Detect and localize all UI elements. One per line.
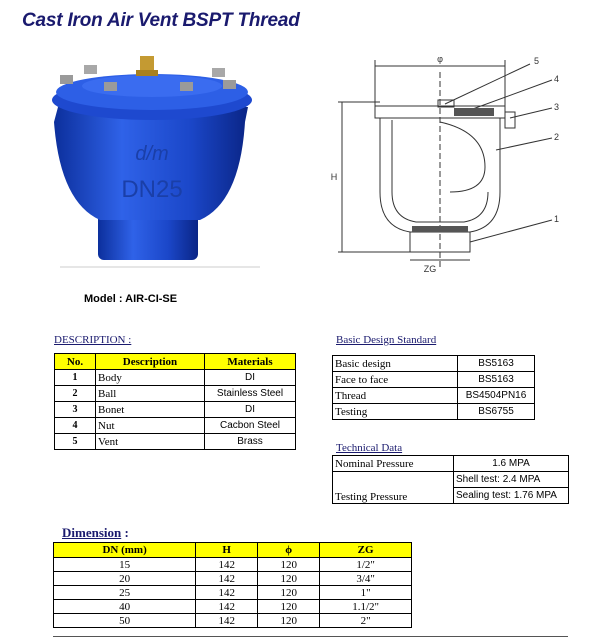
standard-heading: Basic Design Standard bbox=[336, 334, 437, 346]
dim-h-label: H bbox=[330, 172, 338, 182]
table-row bbox=[54, 614, 412, 628]
standard-key: Testing bbox=[333, 404, 458, 420]
dimension-table bbox=[53, 542, 412, 628]
technical-table bbox=[332, 455, 569, 504]
description-table bbox=[54, 353, 296, 450]
nominal-pressure-value: 1.6 MPA bbox=[454, 456, 569, 472]
standard-key: Thread bbox=[333, 388, 458, 404]
part-no: 3 bbox=[55, 402, 96, 418]
dn-value: 15 bbox=[54, 558, 196, 572]
phi-value: 120 bbox=[258, 558, 320, 572]
dimension-heading-suffix: : bbox=[121, 525, 129, 540]
valve-photo bbox=[40, 52, 270, 277]
bottom-divider bbox=[53, 636, 568, 637]
photo-casting-text: DN25 bbox=[121, 176, 183, 203]
phi-value: 120 bbox=[258, 600, 320, 614]
table-row bbox=[55, 418, 296, 434]
callout-1: 1 bbox=[554, 214, 560, 224]
part-name: Vent bbox=[96, 434, 205, 450]
part-name: Ball bbox=[96, 386, 205, 402]
table-header-row bbox=[55, 354, 296, 370]
table-row bbox=[54, 600, 412, 614]
table-row bbox=[55, 370, 296, 386]
svg-text:d/m: d/m bbox=[135, 143, 169, 165]
table-row bbox=[333, 356, 535, 372]
testing-pressure-label: Testing Pressure bbox=[333, 472, 454, 504]
table-row bbox=[55, 402, 296, 418]
table-row bbox=[55, 434, 296, 450]
h-value: 142 bbox=[196, 600, 258, 614]
table-row bbox=[333, 404, 535, 420]
callout-3: 3 bbox=[554, 102, 560, 112]
part-name: Nut bbox=[96, 418, 205, 434]
zg-value: 1.1/2" bbox=[320, 600, 412, 614]
table-row bbox=[55, 386, 296, 402]
callout-5: 5 bbox=[534, 56, 540, 66]
table-row bbox=[333, 372, 535, 388]
phi-value: 120 bbox=[258, 586, 320, 600]
header-phi: ϕ bbox=[258, 543, 320, 558]
dimension-heading-text: Dimension bbox=[62, 525, 122, 540]
dn-value: 40 bbox=[54, 600, 196, 614]
standard-value: BS5163 bbox=[458, 356, 535, 372]
callout-4: 4 bbox=[554, 74, 560, 84]
table-header-row bbox=[54, 543, 412, 558]
part-material: DI bbox=[205, 402, 296, 418]
table-row bbox=[54, 558, 412, 572]
standard-key: Face to face bbox=[333, 372, 458, 388]
table-row bbox=[54, 586, 412, 600]
dn-value: 50 bbox=[54, 614, 196, 628]
dim-phi-label: φ bbox=[437, 54, 443, 64]
header-h: H bbox=[196, 543, 258, 558]
shell-test-value: Shell test: 2.4 MPA bbox=[454, 472, 569, 488]
h-value: 142 bbox=[196, 558, 258, 572]
header-dn: DN (mm) bbox=[54, 543, 196, 558]
part-no: 1 bbox=[55, 370, 96, 386]
header-zg: ZG bbox=[320, 543, 412, 558]
part-no: 4 bbox=[55, 418, 96, 434]
part-no: 5 bbox=[55, 434, 96, 450]
part-no: 2 bbox=[55, 386, 96, 402]
page-title: Cast Iron Air Vent BSPT Thread bbox=[22, 10, 300, 31]
dn-value: 20 bbox=[54, 572, 196, 586]
header-materials: Materials bbox=[205, 354, 296, 370]
table-row bbox=[333, 456, 569, 472]
standard-value: BS6755 bbox=[458, 404, 535, 420]
zg-value: 1/2" bbox=[320, 558, 412, 572]
standard-table bbox=[332, 355, 535, 420]
part-name: Body bbox=[96, 370, 205, 386]
nominal-pressure-label: Nominal Pressure bbox=[333, 456, 454, 472]
h-value: 142 bbox=[196, 614, 258, 628]
part-material: DI bbox=[205, 370, 296, 386]
standard-value: BS4504PN16 bbox=[458, 388, 535, 404]
part-name: Bonet bbox=[96, 402, 205, 418]
header-no: No. bbox=[55, 354, 96, 370]
zg-value: 1" bbox=[320, 586, 412, 600]
table-row bbox=[333, 472, 569, 488]
standard-value: BS5163 bbox=[458, 372, 535, 388]
part-material: Stainless Steel bbox=[205, 386, 296, 402]
table-row bbox=[333, 388, 535, 404]
standard-key: Basic design bbox=[333, 356, 458, 372]
zg-value: 2" bbox=[320, 614, 412, 628]
table-row bbox=[54, 572, 412, 586]
technical-drawing bbox=[320, 42, 600, 277]
header-description: Description bbox=[96, 354, 205, 370]
description-heading: DESCRIPTION : bbox=[54, 334, 132, 346]
technical-heading: Technical Data bbox=[336, 442, 403, 454]
dn-value: 25 bbox=[54, 586, 196, 600]
part-material: Brass bbox=[205, 434, 296, 450]
h-value: 142 bbox=[196, 572, 258, 586]
callout-2: 2 bbox=[554, 132, 560, 142]
zg-value: 3/4" bbox=[320, 572, 412, 586]
part-material: Cacbon Steel bbox=[205, 418, 296, 434]
dim-zg-label: ZG bbox=[423, 264, 437, 274]
phi-value: 120 bbox=[258, 614, 320, 628]
sealing-test-value: Sealing test: 1.76 MPA bbox=[454, 488, 569, 504]
phi-value: 120 bbox=[258, 572, 320, 586]
model-label: Model : AIR-CI-SE bbox=[84, 293, 178, 305]
dimension-heading bbox=[62, 525, 129, 541]
h-value: 142 bbox=[196, 586, 258, 600]
